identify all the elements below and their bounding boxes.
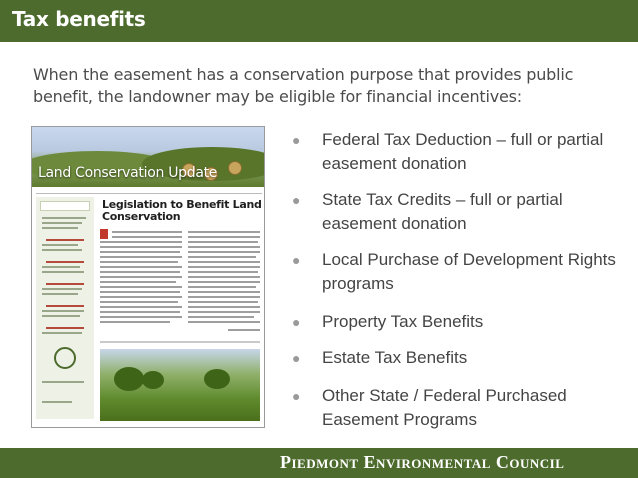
newsletter-masthead: Land Conservation Update [38,165,218,181]
list-item [290,248,620,296]
list-item-label: Other State / Federal Purchased Easement Programs [322,386,567,429]
footer-bar [0,448,638,478]
newsletter-landscape-photo [100,349,260,421]
list-item [290,310,620,334]
list-item [290,128,620,176]
footer-organization: Piedmont Environmental Council [280,452,565,472]
list-item-label: Estate Tax Benefits [322,348,468,367]
bullet-dot-icon: ● [292,350,301,366]
bullet-dot-icon: ● [292,132,301,148]
newsletter-headline: Legislation to Benefit Land Conservation [102,198,262,223]
list-item-label: Local Purchase of Development Rights programs [322,250,616,293]
newsletter-subline [36,188,262,194]
tree [114,367,144,391]
pec-logo-icon [54,347,76,369]
hay-bale [228,161,242,175]
list-item-label: Property Tax Benefits [322,312,484,331]
bullet-dot-icon: ● [292,252,301,268]
intro-text: When the easement has a conservation purpose that provides public benefit, the landowner may be eligible for financial incentives: [33,65,574,106]
newsletter-sidebar [36,197,94,419]
newsletter-hero-photo [32,127,264,187]
newsletter-dropcap [100,229,108,239]
bullet-dot-icon: ● [292,192,301,208]
newsletter-image [31,126,265,428]
list-item [290,384,620,432]
list-item [290,346,620,370]
tree [142,371,164,389]
tree [204,369,230,389]
list-item-label: State Tax Credits – full or partial easement donation [322,190,563,233]
list-item-label: Federal Tax Deduction – full or partial easement donation [322,130,604,173]
bullet-dot-icon: ● [292,314,301,330]
list-item [290,188,620,236]
slide-title: Tax benefits [12,7,146,31]
title-bar [0,0,638,42]
bullet-dot-icon: ● [292,388,301,404]
